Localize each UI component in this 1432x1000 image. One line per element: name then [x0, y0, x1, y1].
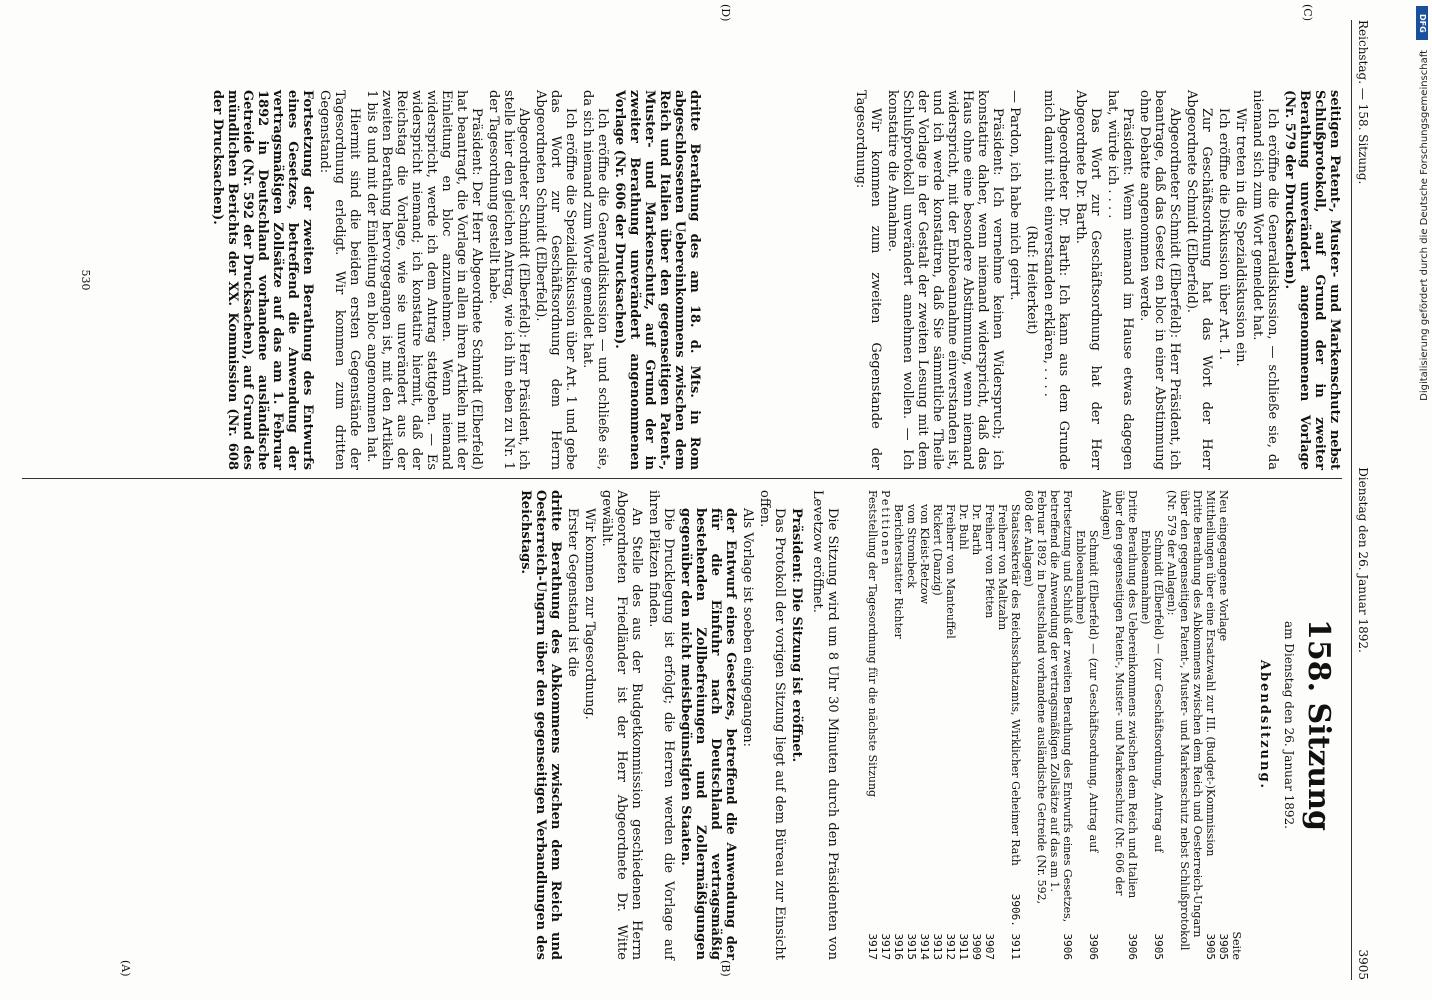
toc-row: Mittheilungen über eine Ersatzwahl zur III. (Budget-)Kommission 3905: [1204, 490, 1217, 960]
page-number: 3905: [1356, 949, 1370, 980]
toc-col-header: Seite: [1230, 931, 1243, 960]
para: Das Wort zur Geschäftsordnung hat der Herr Abgeordnete Dr. Barth.: [1073, 90, 1103, 470]
para: Präsident: Wenn niemand im Hause etwas dagegen hat, würde ich . . . .: [1105, 90, 1135, 470]
toc-row: Schmidt (Elberfeld) — (zur Geschäftsordnung, Antrag auf Enbloeannahme) 3906: [1074, 530, 1100, 960]
toc-row: von Kleist-Retzow 3914: [918, 504, 931, 960]
margin-mark-c: (C): [1301, 4, 1314, 21]
para: Als Vorlage ist soeben eingegangen:: [740, 508, 755, 747]
para: Ich eröffne die Diskussion über Art. 1.: [1216, 108, 1231, 360]
para: An Stelle des aus der Budgetkommission geschiedenen Herrn Abgeordneten Friedländer ist der Herr Abgeordnete Dr. Witte gewählt.: [599, 490, 644, 960]
toc-row: Dr. Barth 3909: [970, 504, 983, 960]
para: Abgeordneter Dr. Barth: Ich kann aus dem Grunde mich damit nicht einverstanden erklären, . . . .: [1041, 90, 1071, 470]
para: der Entwurf eines Gesetzes, betreffend die Anwendung der für die Einfuhr nach Deutschland vertragsmäßig bestehenden Zollbefreiungen und Zollermäßigungen gegenüber den nicht meistbegünstigten Staaten.: [678, 508, 738, 960]
margin-mark-b: (B): [719, 960, 732, 977]
para: Die Drucklegung ist erfolgt; die Herren werden die Vorlage auf ihren Plätzen finden.: [646, 490, 676, 960]
header-center: Dienstag den 26. Januar 1892.: [1356, 467, 1370, 653]
toc-row: Schmidt (Elberfeld) — (zur Geschäftsordnung, Antrag auf Enbloeannahme) 3905: [1139, 530, 1165, 960]
toc-row: Rickert (Danzig) 3913: [931, 504, 944, 960]
session-title: 158. Sitzung: [1301, 618, 1336, 832]
para: Ich eröffne die Generaldiskussion, — schließe sie, da niemand sich zum Wort gemeldet hat.: [1250, 90, 1280, 470]
toc-row: Neu eingegangene Vorlage 3905: [1217, 490, 1230, 960]
para: Abgeordneter Schmidt (Elberfeld): Herr Präsident, ich stelle hier den gleichen Antrag, wie ich ihn eben zu Nr. 1 der Tagesordnung gestellt habe.: [486, 90, 531, 470]
para: Ich eröffne die Generaldiskussion — und schließe sie, da sich niemand zum Worte gemeldet hat.: [580, 90, 610, 470]
margin-mark-a: (A): [119, 960, 132, 977]
toc-row: Petitionen 3917: [879, 490, 892, 960]
toc-row: Dritte Berathung des Abkommens zwischen dem Reich und Oesterreich-Ungarn über den gegenseitigen Patent-, Muster- und Markenschutz nebst Schlußprotokoll (Nr. 579 der Anlagen):: [1165, 490, 1204, 951]
toc-row: Fortsetzung und Schluß der zweiten Berathung des Entwurfs eines Gesetzes, betreffend die Anwendung der vertragsmäßigen Zollsätze auf das am 1. Februar 1892 in Deutschland vorhandene ausländische Getreide (Nr. 592, 608 der Anlagen) 3906: [1022, 490, 1074, 960]
session-date: am Dienstag den 26. Januar 1892.: [1282, 621, 1296, 829]
toc-row: Berichterstatter Richter 3916: [892, 504, 905, 960]
para: dritte Berathung des Abkommens zwischen dem Reich und Oesterreich-Ungarn über den gegenseitigen Verbandlungen des Reichstags.: [518, 490, 563, 960]
para: Erster Gegenstand ist die: [565, 508, 580, 677]
opening-paragraph: Die Sitzung wird um 8 Uhr 30 Minuten durch den Präsidenten von Levetzow eröffnet.: [810, 490, 840, 960]
toc-row: Feststellung der Tagesordnung für die nächste Sitzung 3917: [866, 490, 879, 960]
toc-row: von Strombeck 3915: [905, 504, 918, 960]
session-subtitle: Abendsitzung.: [1257, 659, 1272, 791]
para: Ich eröffne die Spezialdiskussion über Art. 1 und gebe das Wort zur Geschäftsordnung dem Herrn Abgeordneten Schmidt (Elberfeld).: [533, 90, 578, 470]
column-continuation-lower: [208, 90, 702, 470]
para: (Ruf: Heiterkeit): [1024, 225, 1039, 335]
session-column: [516, 490, 1342, 960]
para: Wir kommen zur Tagesordnung.: [582, 508, 597, 720]
margin-mark-d: (D): [719, 4, 732, 22]
column-continuation: [851, 90, 1342, 470]
toc-row: Dr. Buhl 3911: [957, 504, 970, 960]
footer-mark: 530: [79, 269, 92, 291]
para: Präsident: Der Herr Abgeordnete Schmidt (Elberfeld) hat beantragt, die Vorlage in allen ihren Artikeln mit der Einleitung en bloc anzunehmen. Wenn niemand widerspricht, werde ich dem Antrag stattgeben. — Es widerspricht niemand; ich konstatire hiermit, daß der Reichstag die Vorlage, wie sie unverändert aus der zweiten Berathung hervorgegangen ist, mit den Artikeln 1 bis 8 und mit der Einleitung en bloc angenommen hat.: [364, 90, 484, 470]
para: dritte Berathung des am 18. d. Mts. in Rom abgeschlossenen Uebereinkommens zwischen dem Reich und Italien über den gegenseitigen Patent-, Muster- und Markenschutz, auf Grund der in zweiter Berathung unverändert angenommenen Vorlage (Nr. 606 der Drucksachen).: [612, 90, 702, 470]
para: — Pardon, ich habe mich geirrt.: [1007, 90, 1022, 301]
para: Das Protokoll der vorigen Sitzung liegt auf dem Büreau zur Einsicht offen.: [757, 490, 787, 960]
toc-row: Freiherr von Pfetten 3907: [983, 504, 996, 960]
dfg-logo: DFG: [1416, 6, 1428, 40]
toc-row: Dritte Berathung des Uebereinkommens zwischen dem Reich und Italien über den gegenseitigen Patent-, Muster- und Markenschutz (Nr. 606 der Anlagen) 3906: [1100, 490, 1139, 960]
column-divider: [22, 478, 1342, 479]
toc-row: Staatssekretär des Reichsschatzamts, Wirklicher Geheimer Rath Freiherr von Maltzahn 3906. 3911: [996, 504, 1022, 960]
para: Wir kommen zum zweiten Gegenstande der Tagesordnung:: [853, 90, 883, 470]
header-left: Reichstag. — 158. Sitzung.: [1356, 20, 1370, 185]
para: Wir treten in die Spezialdiskussion ein.: [1233, 108, 1248, 367]
para: Zur Geschäftsordnung hat das Wort der Herr Abgeordnete Schmidt (Elberfeld).: [1184, 90, 1214, 470]
para: seitigen Patent-, Muster- und Markenschutz nebst Schlußprotokoll, auf Grund der in zweiter Berathung unverändert angenommenen Vorlage (Nr. 579 der Drucksachen).: [1282, 90, 1342, 470]
para: Hiermit sind die beiden ersten Gegenstände der Tagesordnung erledigt. Wir kommen zum dritten Gegenstand:: [317, 90, 362, 470]
para: Präsident: Die Sitzung ist eröffnet.: [789, 508, 804, 763]
para: Abgeordneter Schmidt (Elberfeld): Herr Präsident, ich beantrage, daß das Gesetz en bloc in einer Abstimmung ohne Debatte angenommen werde.: [1137, 90, 1182, 470]
para: Präsident: Ich vernehme keinen Widerspruch; ich konstatire daher, wenn niemand widerspricht, daß das Haus ohne eine besondere Abstimmung, wenn niemand widerspricht, mit der Enbloeannahme einverstanden ist, und ich werde konstatiren, daß Sie sämmtliche Theile der Vorlage in der Gestalt der zweiten Lesung mit dem Schlußprotokoll unverändert annehmen wollen. — Ich konstatire die Annahme.: [885, 90, 1005, 470]
para: Fortsetzung der zweiten Berathung des Entwurfs eines Gesetzes, betreffend die Anwendung der vertragsmäßigen Zollsätze auf das am 1. Februar 1892 in Deutschland vorhandene ausländische Getreide (Nr. 592 der Drucksachen), auf Grund des mündlichen Berichts der XX. Kommission (Nr. 608 der Drucksachen).: [210, 90, 315, 470]
header-rule: [1351, 20, 1352, 980]
table-of-contents: [866, 490, 1230, 960]
toc-row: Freiherr von Manteuffel 3912: [944, 504, 957, 960]
dfg-watermark: Digitalisierung gefördert durch die Deutsche Forschungsgemeinschaft: [1419, 50, 1430, 401]
